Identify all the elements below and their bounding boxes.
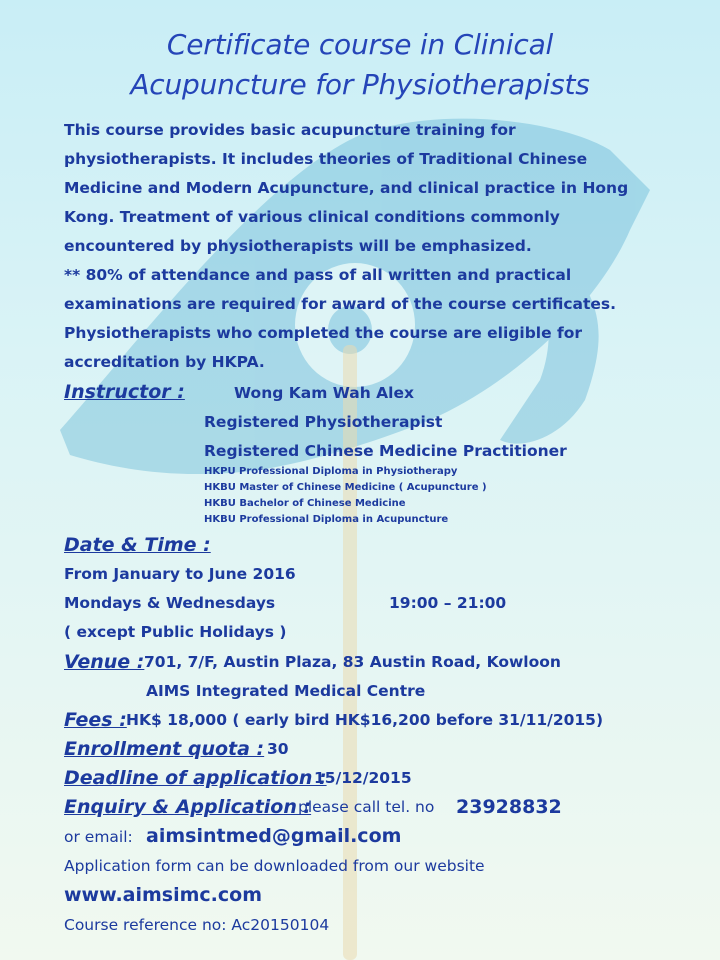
description-line: This course provides basic acupuncture training for <box>64 121 516 139</box>
phone-number[interactable]: 23928832 <box>456 796 562 818</box>
instructor-label: Instructor : <box>64 381 185 403</box>
instructor-title-1: Registered Physiotherapist <box>204 413 443 431</box>
date-hours: 19:00 – 21:00 <box>389 594 507 612</box>
qualification-item: HKPU Professional Diploma in Physiotherapy <box>204 466 458 477</box>
course-reference: Course reference no: Ac20150104 <box>64 916 330 934</box>
qualification-item: HKBU Master of Chinese Medicine ( Acupuncture ) <box>204 482 487 493</box>
date-note: ( except Public Holidays ) <box>64 623 287 641</box>
date-days: Mondays & Wednesdays <box>64 594 276 612</box>
description-line: Physiotherapists who completed the course are eligible for <box>64 324 583 342</box>
venue-address: 701, 7/F, Austin Plaza, 83 Austin Road, Kowloon <box>144 653 561 671</box>
enquiry-call-text: please call tel. no <box>298 798 435 816</box>
title-line-1: Certificate course in Clinical <box>166 28 554 61</box>
description-line: Kong. Treatment of various clinical conditions commonly <box>64 208 560 226</box>
description-line: ** 80% of attendance and pass of all written and practical <box>64 266 572 284</box>
quota-label: Enrollment quota : <box>64 738 265 760</box>
fees-label: Fees : <box>64 709 127 731</box>
venue-centre: AIMS Integrated Medical Centre <box>146 682 426 700</box>
instructor-name: Wong Kam Wah Alex <box>234 384 414 402</box>
description-line: Medicine and Modern Acupuncture, and clinical practice in Hong <box>64 179 629 197</box>
deadline-label: Deadline of application : <box>64 767 327 789</box>
quota-value: 30 <box>267 740 289 758</box>
qualification-item: HKBU Professional Diploma in Acupuncture <box>204 514 449 525</box>
deadline-value: 15/12/2015 <box>314 769 412 787</box>
description-line: accreditation by HKPA. <box>64 353 265 371</box>
website-link[interactable]: www.aimsimc.com <box>64 884 263 906</box>
description-line: examinations are required for award of the course certificates. <box>64 295 617 313</box>
title-line-2: Acupuncture for Physiotherapists <box>130 68 590 101</box>
fees-value: HK$ 18,000 ( early bird HK$16,200 before 31/11/2015) <box>126 711 604 729</box>
date-period: From January to June 2016 <box>64 565 296 583</box>
venue-label: Venue : <box>64 651 145 673</box>
date-time-label: Date & Time : <box>64 534 211 556</box>
description-line: physiotherapists. It includes theories of Traditional Chinese <box>64 150 588 168</box>
description-line: encountered by physiotherapists will be emphasized. <box>64 237 532 255</box>
email-prefix: or email: <box>64 828 133 846</box>
course-description <box>64 116 704 377</box>
download-text: Application form can be downloaded from our website <box>64 857 485 875</box>
email-link[interactable]: aimsintmed@gmail.com <box>146 825 402 847</box>
enquiry-label: Enquiry & Application : <box>64 796 312 818</box>
qualification-item: HKBU Bachelor of Chinese Medicine <box>204 498 406 509</box>
instructor-title-2: Registered Chinese Medicine Practitioner <box>204 442 567 460</box>
